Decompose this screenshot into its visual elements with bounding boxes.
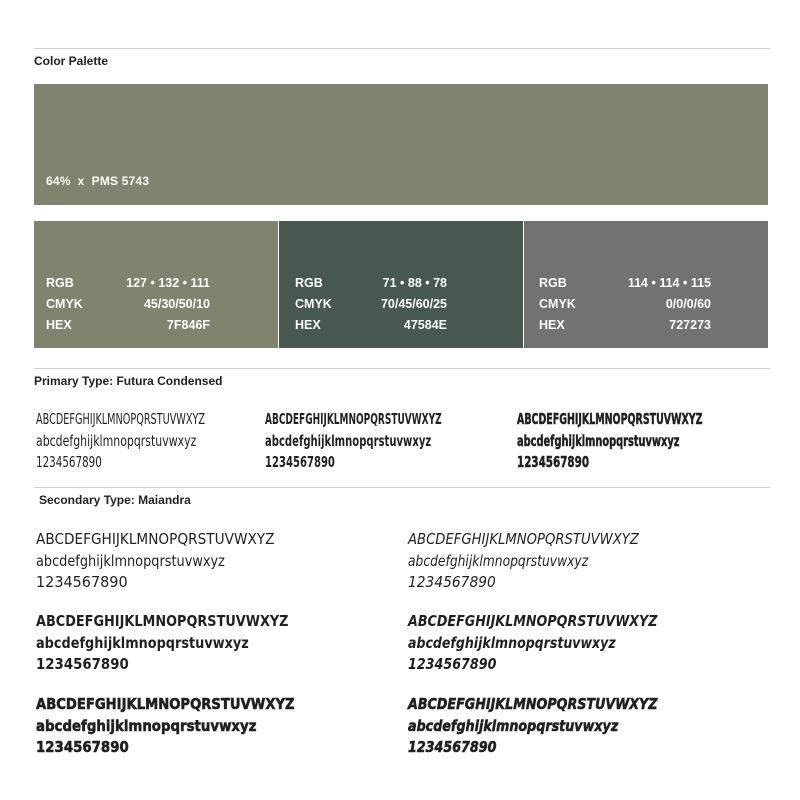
swatch-rgb-row <box>46 275 226 291</box>
sample-digits: 1234567890 <box>408 738 497 756</box>
hex-value: 7F846F <box>166 318 210 332</box>
sample-uppercase: ABCDEFGHIJKLMNOPQRSTUVWXYZ <box>36 695 295 713</box>
primary-type-divider <box>34 368 770 369</box>
cmyk-value: 45/30/50/10 <box>143 297 210 311</box>
sample-digits: 1234567890 <box>36 738 129 756</box>
swatch-cmyk-row <box>539 296 719 312</box>
sample-uppercase: ABCDEFGHIJKLMNOPQRSTUVWXYZ <box>265 410 442 428</box>
rgb-label: RGB <box>539 276 567 290</box>
main-color-swatch <box>34 84 768 205</box>
sample-lowercase: abcdefghijklmnopqrstuvwxyz <box>36 717 257 735</box>
rgb-value: 127 • 132 • 111 <box>126 276 210 290</box>
color-swatch-gray <box>524 221 768 348</box>
cmyk-value: 70/45/60/25 <box>380 297 447 311</box>
sample-lowercase: abcdefghijklmnopqrstuvwxyz <box>517 432 680 450</box>
sample-uppercase: ABCDEFGHIJKLMNOPQRSTUVWXYZ <box>517 410 703 428</box>
sample-uppercase: ABCDEFGHIJKLMNOPQRSTUVWXYZ <box>36 410 206 428</box>
primary-type-title: Primary Type: Futura Condensed <box>34 374 223 388</box>
sample-uppercase: ABCDEFGHIJKLMNOPQRSTUVWXYZ <box>408 612 658 630</box>
sample-uppercase: ABCDEFGHIJKLMNOPQRSTUVWXYZ <box>36 612 289 630</box>
swatch-rgb-row <box>295 275 475 291</box>
sample-digits: 1234567890 <box>36 573 128 591</box>
secondary-type-title: Secondary Type: Maiandra <box>39 493 191 507</box>
color-palette-title: Color Palette <box>34 54 109 68</box>
rgb-label: RGB <box>46 276 74 290</box>
rgb-value: 71 • 88 • 78 <box>382 276 447 290</box>
swatch-rgb-row <box>539 275 719 291</box>
color-swatch-dark-green <box>279 221 523 348</box>
secondary-type-divider <box>34 487 770 488</box>
rgb-label: RGB <box>295 276 323 290</box>
sample-digits: 1234567890 <box>36 453 102 471</box>
sample-lowercase: abcdefghijklmnopqrstuvwxyz <box>36 432 197 450</box>
top-divider <box>34 48 770 49</box>
hex-value: 47584E <box>403 318 447 332</box>
sample-digits: 1234567890 <box>517 453 590 471</box>
cmyk-label: CMYK <box>295 297 332 311</box>
sample-lowercase: abcdefghijklmnopqrstuvwxyz <box>36 552 225 570</box>
sample-lowercase: abcdefghijklmnopqrstuvwxyz <box>408 552 589 570</box>
main-swatch-label: 64% x PMS 5743 <box>46 174 150 188</box>
cmyk-label: CMYK <box>539 297 576 311</box>
hex-label: HEX <box>46 318 72 332</box>
sample-lowercase: abcdefghijklmnopqrstuvwxyz <box>36 634 249 652</box>
swatch-cmyk-row <box>295 296 475 312</box>
cmyk-value: 0/0/0/60 <box>665 297 711 311</box>
sample-digits: 1234567890 <box>408 655 497 673</box>
hex-label: HEX <box>539 318 565 332</box>
sample-uppercase: ABCDEFGHIJKLMNOPQRSTUVWXYZ <box>36 530 275 548</box>
color-swatch-sage <box>34 221 278 348</box>
cmyk-label: CMYK <box>46 297 83 311</box>
sample-uppercase: ABCDEFGHIJKLMNOPQRSTUVWXYZ <box>408 530 639 548</box>
swatch-hex-row <box>539 317 719 333</box>
sample-lowercase: abcdefghijklmnopqrstuvwxyz <box>408 634 616 652</box>
sample-lowercase: abcdefghijklmnopqrstuvwxyz <box>265 432 432 450</box>
sample-uppercase: ABCDEFGHIJKLMNOPQRSTUVWXYZ <box>408 695 658 713</box>
hex-label: HEX <box>295 318 321 332</box>
sample-lowercase: abcdefghijklmnopqrstuvwxyz <box>408 717 619 735</box>
sample-digits: 1234567890 <box>408 573 496 591</box>
swatch-cmyk-row <box>46 296 226 312</box>
sample-digits: 1234567890 <box>265 453 335 471</box>
rgb-value: 114 • 114 • 115 <box>627 276 711 290</box>
swatch-hex-row <box>46 317 226 333</box>
hex-value: 727273 <box>669 318 711 332</box>
sample-digits: 1234567890 <box>36 655 129 673</box>
swatch-hex-row <box>295 317 475 333</box>
